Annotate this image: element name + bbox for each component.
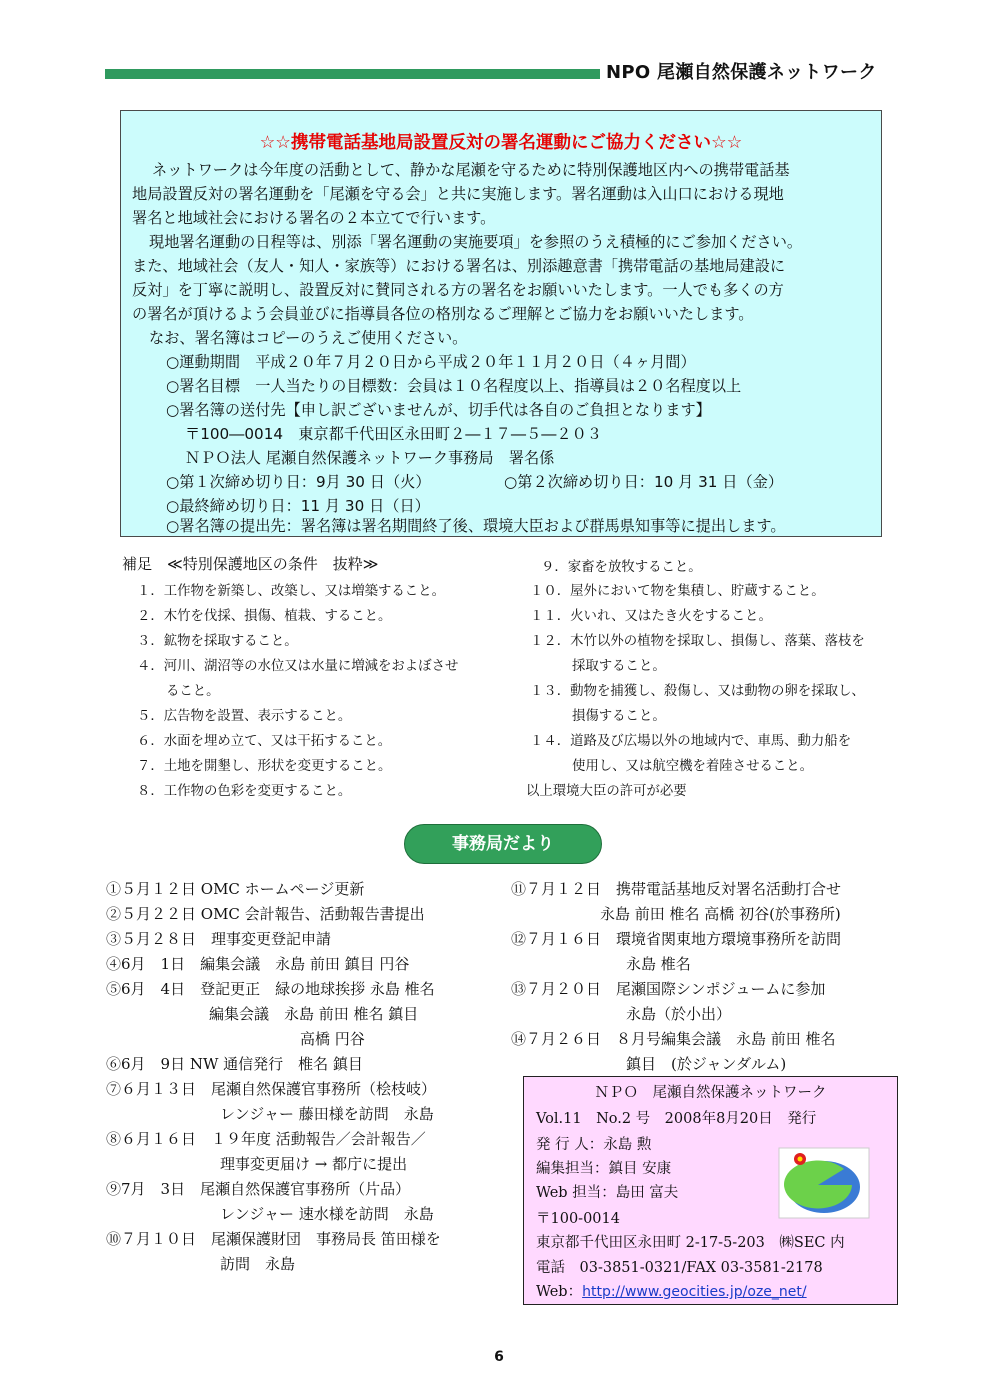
page-number: 6 <box>494 1349 504 1365</box>
submission-destination: ○署名簿の提出先：署名簿は署名期間終了後、環境大臣および群馬県知事等に提出します。 <box>166 517 786 535</box>
header-org-title: NPO 尾瀬自然保護ネットワーク <box>606 62 877 83</box>
news-entry: ⑭７月２６日 ８月号編集会議 永島 前田 椎名 <box>511 1030 836 1048</box>
signature-campaign-notice <box>120 110 882 537</box>
news-entry-continued: 永島（於小出） <box>626 1005 732 1023</box>
web-manager-line: Web 担当：島田 富夫 <box>536 1185 679 1201</box>
issue-line: Vol.11 No.2 号 2008年8月20日 発行 <box>536 1111 817 1127</box>
header-bar <box>105 69 600 79</box>
news-entry: ⑨7月 3日 尾瀬自然保護官事務所（片品） <box>106 1180 411 1198</box>
notice-line: の署名が頂けるよう会員並びに指導員各位の格別なるご理解とご協力をお願いいたします。 <box>132 305 754 323</box>
news-entry: ④6月 1日 編集会議 永島 前田 鎮目 円谷 <box>106 955 410 973</box>
notice-line: なお、署名簿はコピーのうえご使用ください。 <box>149 329 468 347</box>
news-entry: ③５月２８日 理事変更登記申請 <box>106 930 332 948</box>
news-entry-continued: レンジャー 藤田様を訪問 永島 <box>220 1105 434 1123</box>
news-entry: ①５月１２日 OMC ホームページ更新 <box>106 880 365 898</box>
web-line <box>536 1281 807 1303</box>
notice-line: 地局設置反対の署名運動を「尾瀬を守る会」と共に実施します。署名運動は入山口における現地 <box>132 185 784 203</box>
condition-item: ９．家畜を放牧すること。 <box>541 560 702 575</box>
condition-item: ７．土地を開墾し、形状を変更すること。 <box>137 759 392 774</box>
news-entry: ⑧６月１６日 １９年度 活動報告／会計報告／ <box>106 1130 426 1148</box>
permission-note: 以上環境大臣の許可が必要 <box>526 784 687 799</box>
condition-item-continued: ること。 <box>166 684 220 699</box>
notice-line: 現地署名運動の日程等は、別添「署名運動の実施要項」を参照のうえ積極的にご参加ください。 <box>149 233 803 251</box>
news-entry: ②５月２２日 OMC 会計報告、活動報告書提出 <box>106 905 425 923</box>
news-entry: ⑦６月１３日 尾瀬自然保護官事務所（桧枝岐） <box>106 1080 437 1098</box>
condition-item: １４．道路及び広場以外の地域内で、車馬、動力船を <box>530 734 852 749</box>
news-entry: ⑩７月１０日 尾瀬保護財団 事務局長 笛田様を <box>106 1230 441 1248</box>
news-entry-continued: 編集会議 永島 前田 椎名 鎮目 <box>209 1005 419 1023</box>
news-entry-continued: 理事変更届け → 都庁に提出 <box>220 1155 408 1173</box>
news-entry: ⑥6月 9日 NW 通信発行 椎名 鎮目 <box>106 1055 363 1073</box>
postal-code: 〒100-0014 <box>536 1211 620 1227</box>
notice-title: ☆☆携帯電話基地局設置反対の署名運動にご協力ください☆☆ <box>259 133 743 153</box>
condition-item: １１．火いれ、又はたき火をすること。 <box>530 609 772 624</box>
postal-address: 〒100―0014 東京都千代田区永田町２―１７―５―２０３ <box>185 425 602 443</box>
condition-item: ４．河川、湖沼等の水位又は水量に増減をおよぼさせ <box>137 659 459 674</box>
news-entry: ⑬７月２０日 尾瀬国際シンポジュームに参加 <box>511 980 826 998</box>
address-line: 東京都千代田区永田町 2-17-5-203 ㈱SEC 内 <box>536 1235 845 1251</box>
news-entry-continued: 高橋 円谷 <box>300 1030 365 1048</box>
notice-line: ネットワークは今年度の活動として、静かな尾瀬を守るために特別保護地区内への携帯電話基 <box>152 161 790 179</box>
signature-target: ○署名目標 一人当たりの目標数：会員は１０名程度以上、指導員は２０名程度以上 <box>166 377 742 395</box>
condition-item-continued: 使用し、又は航空機を着陸させること。 <box>572 759 814 774</box>
final-deadline: ○最終締め切り日：11 月 30 日（日） <box>166 497 430 515</box>
condition-item: １３．動物を捕獲し、殺傷し、又は動物の卵を採取し、 <box>530 684 865 699</box>
publication-info-box <box>523 1076 898 1305</box>
condition-item: ６．水面を埋め立て、又は干拓すること。 <box>137 734 392 749</box>
condition-item-continued: 採取すること。 <box>572 659 666 674</box>
condition-item: １２．木竹以外の植物を採取し、損傷し、落葉、落枝を <box>530 634 865 649</box>
campaign-period: ○運動期間 平成２０年７月２０日から平成２０年１１月２０日（４ヶ月間） <box>166 353 696 371</box>
send-destination: ○署名簿の送付先【申し訳ございませんが、切手代は各自のご負担となります】 <box>166 401 711 419</box>
condition-item: ３．鉱物を採取すること。 <box>137 634 298 649</box>
condition-item: ８．工作物の色彩を変更すること。 <box>137 784 352 799</box>
condition-item: １．工作物を新築し、改築し、又は増築すること。 <box>137 584 445 599</box>
info-org-name: ＮＰＯ 尾瀬自然保護ネットワーク <box>594 1085 827 1101</box>
condition-item: ５．広告物を設置、表示すること。 <box>137 709 352 724</box>
news-entry: ⑫７月１６日 環境省関東地方環境事務所を訪問 <box>511 930 842 948</box>
news-entry-continued: 永島 前田 椎名 高橋 初谷(於事務所) <box>600 905 841 923</box>
news-entry-continued: 訪問 永島 <box>220 1255 296 1273</box>
second-deadline: ○第２次締め切り日：10 月 31 日（金） <box>504 473 784 491</box>
recipient-name: ＮＰＯ法人 尾瀬自然保護ネットワーク事務局 署名係 <box>185 449 555 467</box>
news-entry-continued: 永島 椎名 <box>626 955 691 973</box>
condition-item: ２．木竹を伐採、損傷、植栽、すること。 <box>137 609 392 624</box>
news-entry-continued: 鎮目 (於ジャンダルム) <box>626 1055 787 1073</box>
notice-line: 反対」を丁寧に説明し、設置反対に賛同される方の署名をお願いいたします。一人でも多くの方 <box>132 281 784 299</box>
condition-item-continued: 損傷すること。 <box>572 709 666 724</box>
news-entry-continued: レンジャー 速水様を訪問 永島 <box>220 1205 434 1223</box>
editor-line: 編集担当：鎮目 安康 <box>536 1161 672 1177</box>
news-entry: ⑤6月 4日 登記更正 緑の地球挨拶 永島 椎名 <box>106 980 435 998</box>
website-link[interactable]: http://www.geocities.jp/oze_net/ <box>582 1284 807 1300</box>
supplement-heading: 補足 ≪特別保護地区の条件 抜粋≫ <box>122 555 379 573</box>
publisher-line: 発 行 人：永島 勲 <box>536 1137 652 1153</box>
office-news-heading: 事務局だより <box>404 824 602 864</box>
notice-line: 署名と地域社会における署名の２本立てで行います。 <box>132 209 496 227</box>
pond-lilypad-logo-icon <box>778 1147 870 1219</box>
condition-item: １０．屋外において物を集積し、貯蔵すること。 <box>530 584 825 599</box>
notice-line: また、地域社会（友人・知人・家族等）における署名は、別添趣意書「携帯電話の基地局建設に <box>132 257 786 275</box>
news-entry: ⑪７月１２日 携帯電話基地反対署名活動打合せ <box>511 880 842 898</box>
phone-line: 電話 03-3851-0321/FAX 03-3581-2178 <box>536 1260 823 1276</box>
web-label: Web： <box>536 1284 583 1300</box>
first-deadline: ○第１次締め切り日：9月 30 日（火） <box>166 473 431 491</box>
